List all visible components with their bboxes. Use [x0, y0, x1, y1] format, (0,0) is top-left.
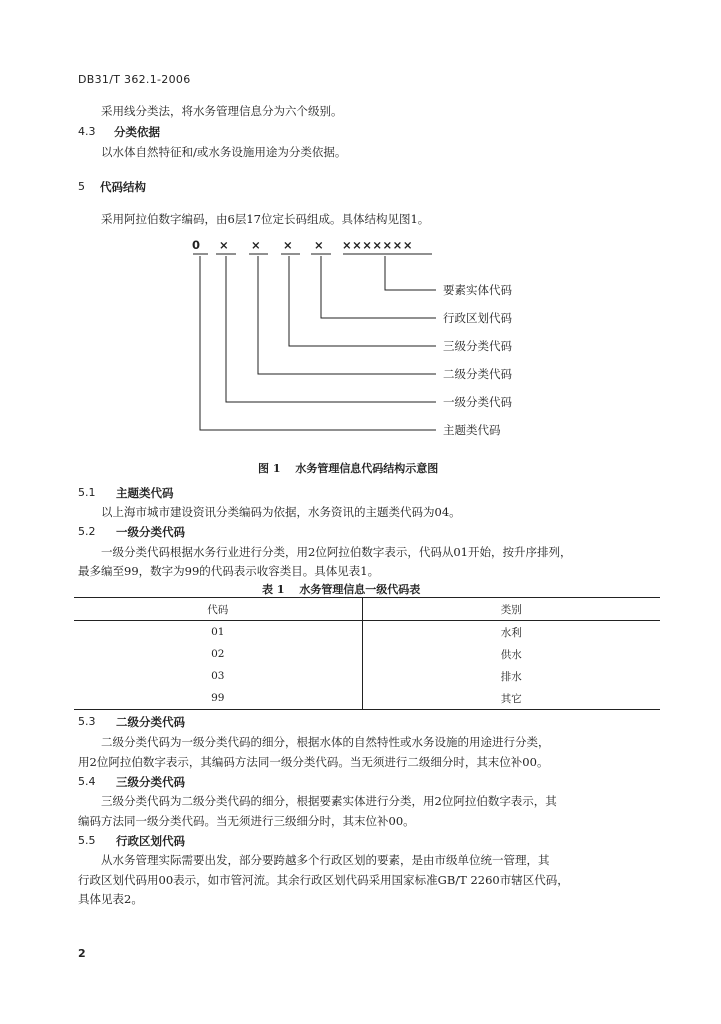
s5-3-title: 二级分类代码 [116, 715, 185, 729]
connector-level2 [258, 256, 436, 374]
code-x-district: × [314, 238, 325, 252]
table-row [74, 643, 660, 665]
label-district-code: 行政区划代码 [443, 311, 512, 325]
label-level2-code: 二级分类代码 [443, 367, 512, 381]
table-cell-code: 02 [74, 643, 362, 665]
page-number: 2 [78, 947, 86, 960]
s5-4-number: 5.4 [78, 775, 96, 788]
s5-2-body-line2: 最多编至99，数字为99的代码表示收容类目。具体见表1。 [78, 564, 380, 578]
s5-2-title: 一级分类代码 [116, 525, 185, 539]
connector-level3 [289, 256, 436, 346]
table1-caption: 表 1 水务管理信息一级代码表 [262, 583, 421, 596]
table-cell-code: 01 [74, 621, 362, 644]
s4-3-number: 4.3 [78, 125, 96, 138]
s5-body: 采用阿拉伯数字编码，由6层17位定长码组成。具体结构见图1。 [101, 212, 430, 226]
s5-3-number: 5.3 [78, 715, 96, 728]
s5-4-body-line1: 三级分类代码为二级分类代码的细分，根据要素实体进行分类，用2位阿拉伯数字表示，其 [101, 794, 557, 808]
label-entity-code: 要素实体代码 [443, 283, 512, 297]
code-x-level3: × [283, 238, 294, 252]
s4-2-body: 采用线分类法，将水务管理信息分为六个级别。 [101, 104, 343, 118]
table-row [74, 621, 660, 644]
connector-entity [385, 256, 436, 290]
figure1-caption: 图 1 水务管理信息代码结构示意图 [258, 462, 439, 475]
s5-1-number: 5.1 [78, 486, 96, 499]
s5-5-title: 行政区划代码 [116, 834, 185, 848]
table-cell-category: 供水 [500, 648, 522, 661]
table-cell-code: 99 [74, 687, 362, 710]
table-cell-category: 其它 [362, 687, 660, 710]
connector-district [321, 256, 436, 318]
label-level1-code: 一级分类代码 [443, 395, 512, 409]
s5-3-body-line1: 二级分类代码为一级分类代码的细分，根据水体的自然特性或水务设施的用途进行分类， [101, 735, 550, 749]
s5-5-body-line2: 行政区划代码用00表示，如市管河流。其余行政区划代码采用国家标准GB/T 2260市辖区代码， [78, 873, 569, 887]
connector-theme [200, 256, 436, 430]
s5-1-body: 以上海市城市建设资讯分类编码为依据，水务资讯的主题类代码为04。 [101, 505, 461, 519]
table-cell-category: 水利 [500, 626, 522, 639]
label-theme-code: 主题类代码 [443, 423, 501, 437]
s5-title: 代码结构 [100, 180, 146, 194]
s5-1-title: 主题类代码 [116, 486, 174, 500]
table-header-code: 代码 [74, 598, 362, 621]
table-header-category: 类别 [362, 598, 660, 621]
code-x-entity: ××××××× [342, 238, 413, 252]
label-level3-code: 三级分类代码 [443, 339, 512, 353]
s5-5-body-line1: 从水务管理实际需要出发，部分要跨越多个行政区划的要素，是由市级单位统一管理，其 [101, 853, 550, 867]
s5-2-number: 5.2 [78, 525, 96, 538]
s4-3-body: 以水体自然特征和/或水务设施用途为分类依据。 [101, 145, 347, 159]
s5-3-body-line2: 用2位阿拉伯数字表示，其编码方法同一级分类代码。当无须进行二级细分时，其末位补00。 [78, 755, 549, 769]
code-structure-diagram [0, 0, 721, 470]
level1-code-table [74, 597, 660, 710]
doc-id-header: DB31/T 362.1-2006 [78, 73, 191, 86]
s5-5-body-line3: 具体见表2。 [78, 892, 143, 906]
table-row [74, 687, 660, 710]
table-cell-category: 排水 [500, 670, 522, 683]
s5-4-title: 三级分类代码 [116, 775, 185, 789]
table-row [74, 665, 660, 687]
table-cell-code: 03 [74, 665, 362, 687]
code-x-level2: × [251, 238, 262, 252]
s5-2-body-line1: 一级分类代码根据水务行业进行分类，用2位阿拉伯数字表示，代码从01开始，按升序排列， [101, 545, 572, 559]
table-header-row [74, 598, 660, 621]
s5-4-body-line2: 编码方法同一级分类代码。当无须进行三级细分时，其末位补00。 [78, 814, 415, 828]
s4-3-title: 分类依据 [114, 125, 160, 139]
s5-number: 5 [78, 180, 85, 193]
code-digit-theme: 0 [192, 238, 202, 252]
code-x-level1: × [219, 238, 230, 252]
s5-5-number: 5.5 [78, 834, 96, 847]
